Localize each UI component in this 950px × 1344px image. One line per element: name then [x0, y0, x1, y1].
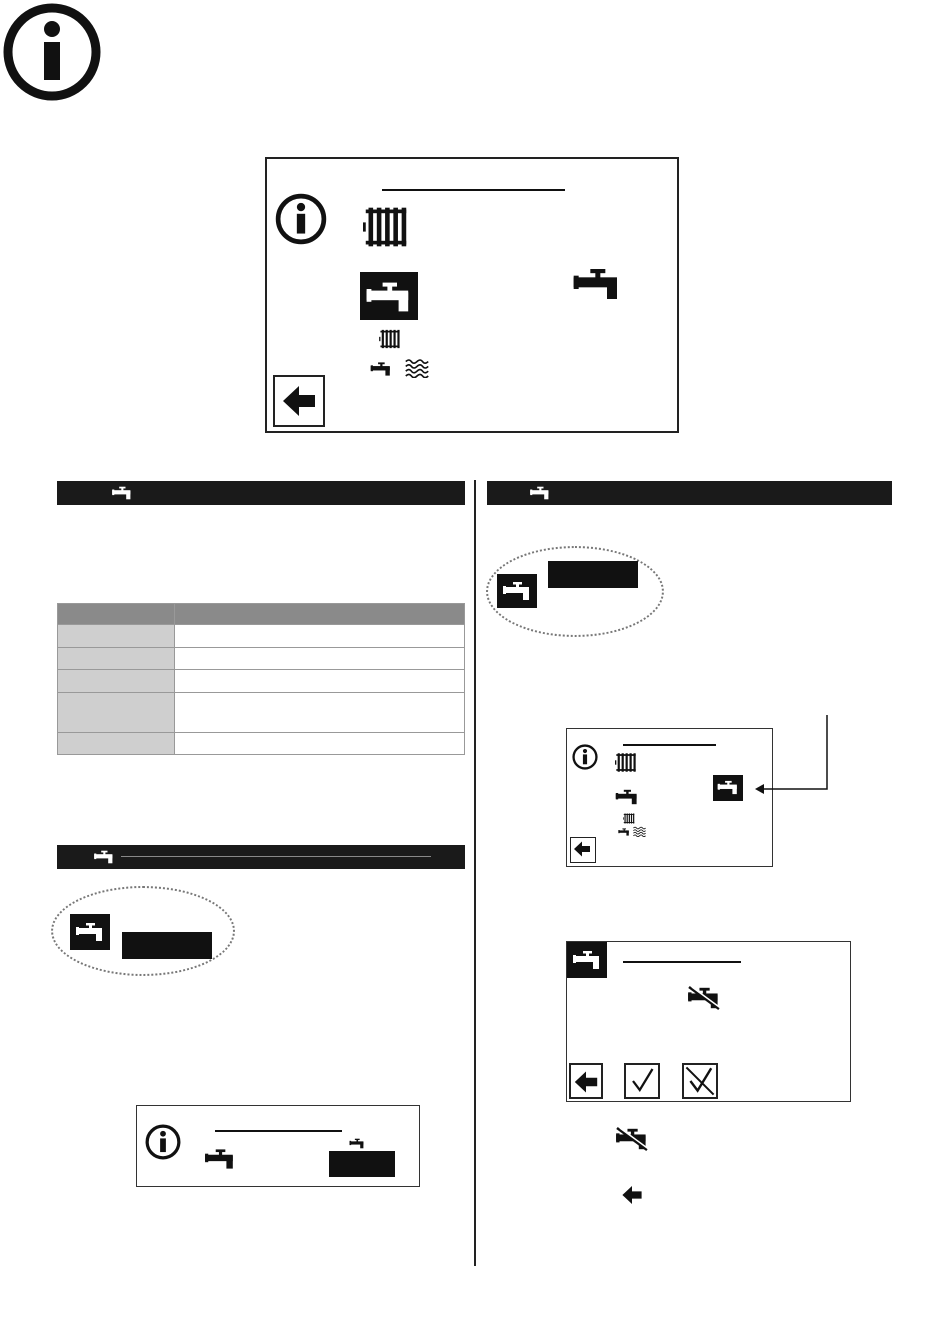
table-row	[58, 670, 465, 693]
info-screen-small	[566, 728, 773, 867]
tap-button-highlighted[interactable]	[70, 914, 110, 950]
table-cell	[58, 648, 175, 670]
radiator-icon-small	[623, 813, 635, 824]
cancel-button[interactable]	[682, 1063, 718, 1099]
table-header-row	[58, 604, 465, 625]
table-cell	[58, 625, 175, 648]
info-icon[interactable]	[145, 1124, 181, 1160]
section-header-left	[57, 481, 465, 505]
hot-water-tap-icon	[572, 267, 622, 301]
table-header-cell	[175, 604, 465, 625]
heat-waves-icon	[633, 826, 646, 837]
pointer-arrow	[750, 715, 834, 795]
value-display-box	[122, 932, 212, 959]
hot-water-tap-icon	[615, 789, 639, 805]
table-row	[58, 693, 465, 733]
screen-title-line	[382, 189, 565, 191]
radiator-icon	[615, 752, 637, 773]
main-info-screen	[265, 157, 679, 433]
table-cell	[175, 648, 465, 670]
table-header-cell	[58, 604, 175, 625]
info-icon[interactable]	[275, 193, 327, 245]
screen-title-line	[623, 744, 716, 746]
confirm-screen	[566, 941, 851, 1102]
table-cell	[58, 670, 175, 693]
hot-water-tap-selected	[567, 942, 607, 978]
status-screen	[136, 1105, 420, 1187]
tap-disabled-icon	[615, 1126, 649, 1152]
info-icon[interactable]	[572, 744, 598, 770]
tap-icon-small	[370, 361, 392, 377]
tap-icon	[529, 486, 551, 500]
radiator-icon-small	[379, 329, 401, 349]
tap-icon-small	[349, 1138, 365, 1149]
confirm-button[interactable]	[624, 1063, 660, 1099]
back-button[interactable]	[570, 837, 596, 863]
hot-water-tap-selected[interactable]	[360, 272, 418, 320]
table-row	[58, 733, 465, 755]
tap-button-highlighted[interactable]	[497, 574, 537, 608]
back-button[interactable]	[273, 375, 325, 427]
screen-title-line	[215, 1130, 342, 1132]
table-cell	[58, 693, 175, 733]
radiator-icon	[363, 205, 409, 249]
tap-icon	[93, 850, 115, 864]
table-cell	[175, 625, 465, 648]
column-divider	[474, 480, 476, 1266]
back-button[interactable]	[569, 1063, 603, 1099]
hot-water-tap-icon	[204, 1148, 236, 1170]
header-underline	[121, 856, 431, 857]
info-icon	[2, 2, 102, 102]
tap-icon	[111, 486, 133, 500]
value-display-box	[548, 561, 638, 588]
table-row	[58, 625, 465, 648]
table-cell	[58, 733, 175, 755]
table-cell	[175, 733, 465, 755]
screen-title-line	[623, 961, 741, 963]
section-header-left-2	[57, 845, 465, 869]
table-cell	[175, 693, 465, 733]
settings-table	[57, 603, 465, 755]
table-cell	[175, 670, 465, 693]
tap-icon-small	[618, 828, 630, 836]
section-header-right	[487, 481, 892, 505]
tap-disabled-icon	[687, 985, 721, 1011]
heat-waves-icon	[405, 358, 429, 378]
back-arrow-icon	[620, 1183, 644, 1207]
hot-water-tap-selected[interactable]	[713, 775, 743, 801]
value-display-box	[329, 1151, 395, 1177]
table-row	[58, 648, 465, 670]
